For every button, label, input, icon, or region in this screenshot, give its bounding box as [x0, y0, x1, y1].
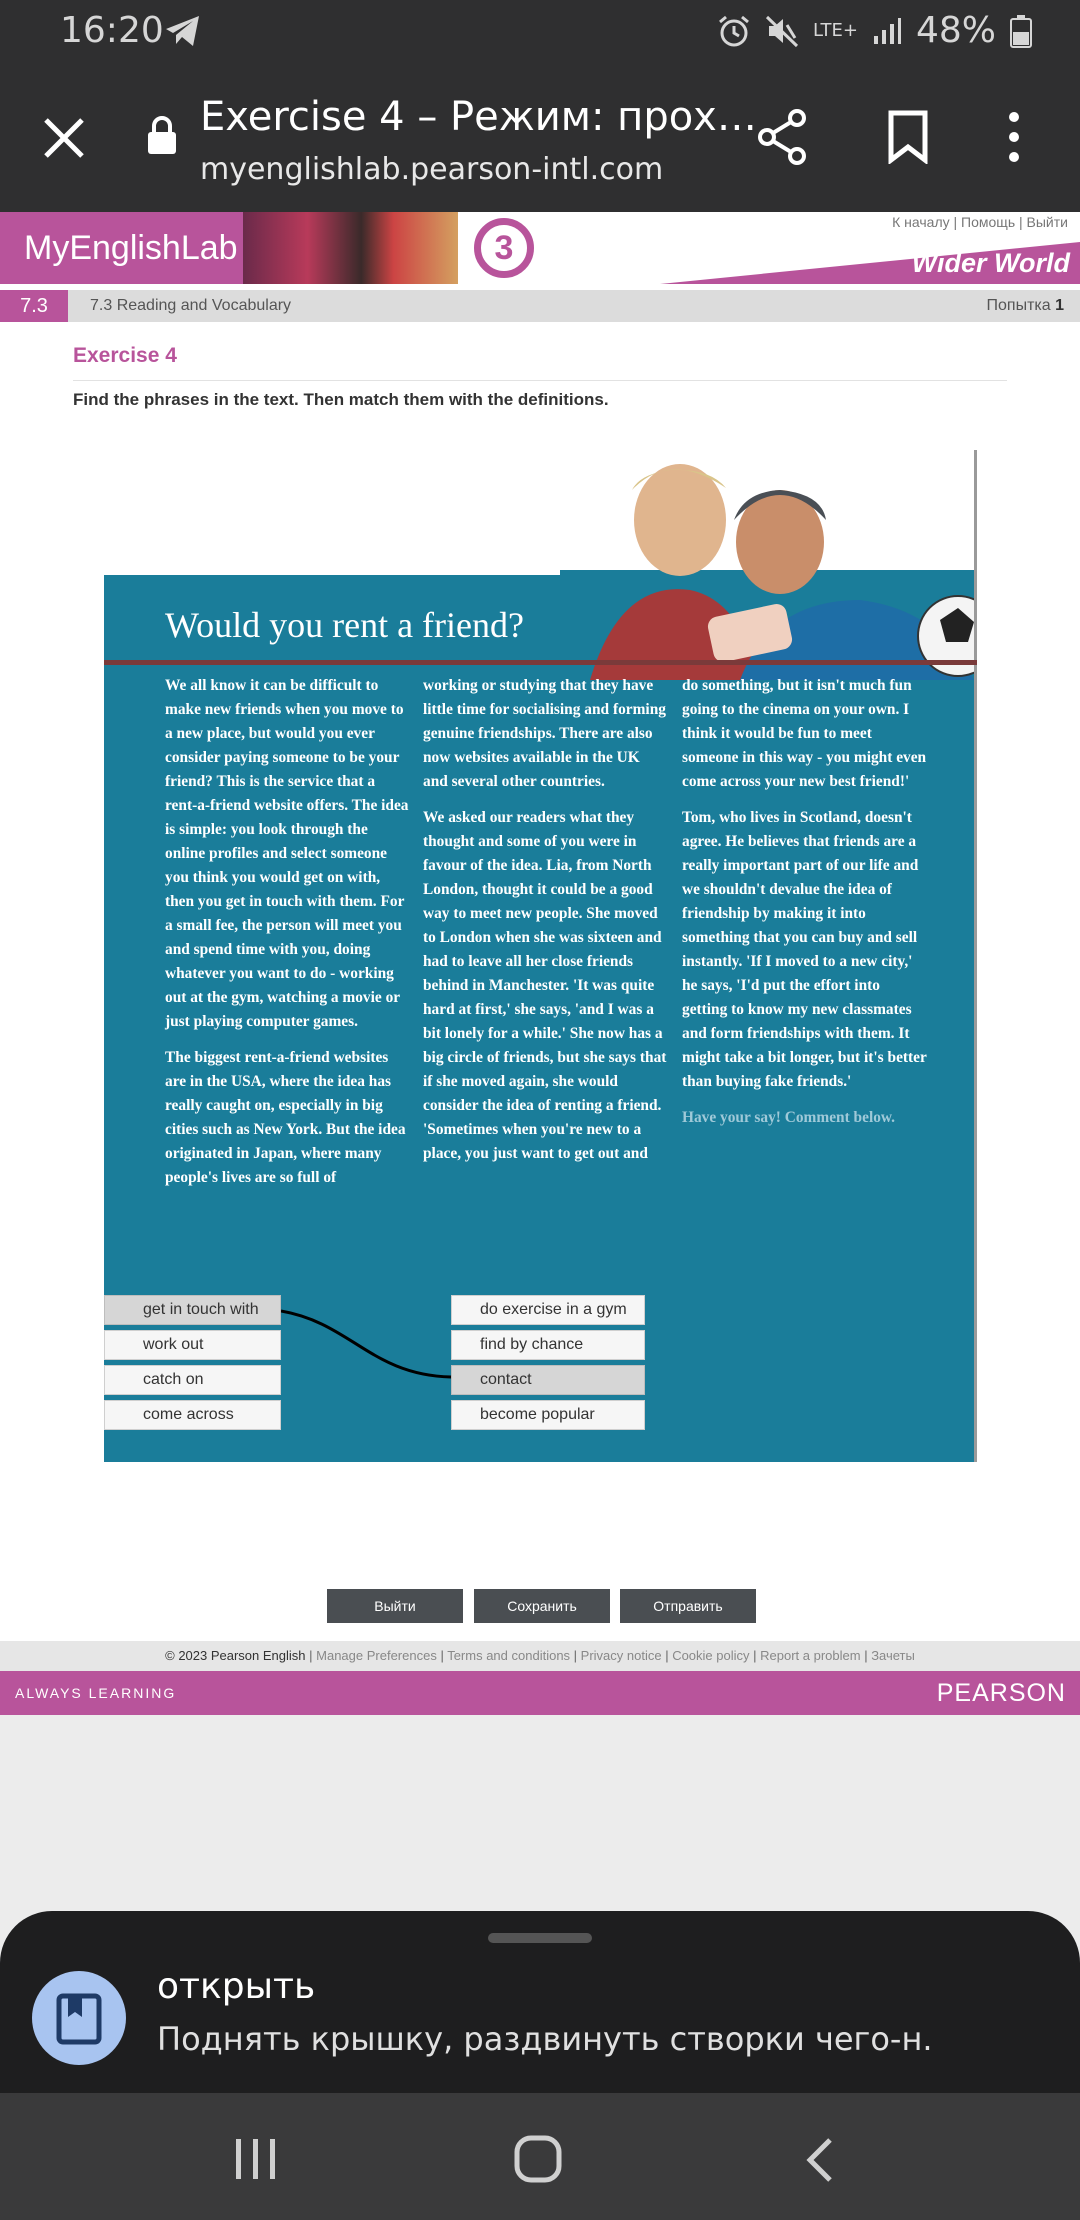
- pearson-logo: PEARSON: [936, 1679, 1066, 1707]
- definition-do-exercise[interactable]: do exercise in a gym: [451, 1295, 645, 1325]
- header-links[interactable]: К началу | Помощь | Выйти: [892, 214, 1068, 230]
- article-paragraph: Tom, who lives in Scotland, doesn't agree. He believes that friends are a really important part of our life and we shouldn't devalue the idea of friendship by making it into something that you can buy and sell instantly. 'If I moved to a new city,' he says, 'I'd put the effort into getting to know my new classmates and form friendships with them. It might take a bit longer, but it's better than buying fake friends.': [682, 809, 927, 1090]
- match-connector-line: [281, 1293, 453, 1383]
- definition-contact[interactable]: contact: [451, 1365, 645, 1395]
- footer-link[interactable]: Terms and conditions: [447, 1648, 571, 1663]
- mel-header: [0, 212, 1080, 284]
- exercise-title: Exercise 4: [73, 344, 177, 367]
- footer-link[interactable]: Privacy notice: [580, 1648, 662, 1663]
- divider: [73, 380, 1007, 381]
- level-badge: 3: [474, 218, 534, 278]
- scroll-edge: [974, 450, 977, 1462]
- signal-icon: [872, 16, 902, 46]
- url-bar[interactable]: myenglishlab.pearson-intl.com: [200, 152, 664, 187]
- teens-photo: [560, 450, 974, 680]
- home-icon[interactable]: [514, 2135, 562, 2183]
- save-button[interactable]: Сохранить: [474, 1589, 610, 1623]
- battery-icon: [1010, 14, 1032, 48]
- pearson-bar: [0, 1671, 1080, 1715]
- phrase-work-out[interactable]: work out: [104, 1330, 281, 1360]
- battery-percent: 48%: [915, 10, 996, 51]
- article-title: Would you rent a friend?: [165, 605, 524, 645]
- always-learning: ALWAYS LEARNING: [15, 1685, 177, 1701]
- more-menu-icon[interactable]: [1006, 110, 1022, 164]
- definition-become-popular[interactable]: become popular: [451, 1400, 645, 1430]
- dictionary-popup[interactable]: [0, 1911, 1080, 2093]
- web-page: [0, 212, 1080, 1712]
- footer-links: © 2023 Pearson English | Manage Preferences | Terms and conditions | Privacy notice | Cookie policy | Report a problem | Зачеты: [0, 1641, 1080, 1671]
- exit-button[interactable]: Выйти: [327, 1589, 463, 1623]
- attempt-label: Попытка: [986, 297, 1051, 314]
- page-title: Exercise 4 – Режим: прох…: [200, 94, 757, 140]
- copyright: © 2023 Pearson English: [165, 1648, 306, 1663]
- back-icon[interactable]: [804, 2137, 834, 2183]
- article-paragraph: working or studying that they have little time for socialising and forming genuine friendships. There are also now websites available in the UK and several other countries.: [423, 677, 666, 790]
- article-column-2: [423, 674, 668, 1178]
- unit-name: 7.3 Reading and Vocabulary: [90, 297, 292, 314]
- drag-handle[interactable]: [488, 1933, 592, 1943]
- android-nav-bar: [0, 2093, 1080, 2220]
- alarm-icon: [717, 14, 751, 48]
- phrase-come-across[interactable]: come across: [104, 1400, 281, 1430]
- browser-toolbar: [0, 66, 1080, 212]
- exercise-instruction: Find the phrases in the text. Then match them with the definitions.: [73, 390, 609, 409]
- lock-icon: [146, 116, 178, 156]
- lte-icon: LTE+: [812, 19, 858, 41]
- article-paragraph: We all know it can be difficult to make new friends when you move to a new place, but would you ever consider paying someone to be your friend? This is the service that a rent-a-friend website offers. The idea is simple: you look through the online profiles and select someone you think you would get on with, then you get in touch with them. For a small fee, the person will meet you and spend time with you, doing whatever you want to do - working out at the gym, watching a movie or just playing computer games.: [165, 677, 409, 1030]
- attempt-indicator: [987, 290, 1065, 322]
- phrase-get-in-touch-with[interactable]: get in touch with: [104, 1295, 281, 1325]
- mel-logo[interactable]: MyEnglishLab: [0, 212, 243, 284]
- dictionary-icon[interactable]: [32, 1971, 126, 2065]
- phrase-catch-on[interactable]: catch on: [104, 1365, 281, 1395]
- status-bar: [0, 0, 1080, 66]
- share-icon[interactable]: [755, 108, 809, 166]
- telegram-icon: [164, 14, 202, 48]
- dictionary-definition: Поднять крышку, раздвинуть створки чего-н.: [157, 2020, 933, 2058]
- series-logo: Wider World: [911, 248, 1070, 278]
- submit-button[interactable]: Отправить: [620, 1589, 756, 1623]
- mute-icon: [765, 14, 799, 48]
- dictionary-word: открыть: [157, 1966, 316, 2007]
- article-paragraph: The biggest rent-a-friend websites are in the USA, where the idea has really caught on, especially in big cities such as New York. But the idea originated in Japan, where many people's lives are so full of: [165, 1049, 406, 1186]
- article-divider: [104, 660, 977, 665]
- footer-link[interactable]: Зачеты: [871, 1648, 915, 1663]
- attempt-value: 1: [1055, 297, 1064, 314]
- footer-link[interactable]: Manage Preferences: [316, 1648, 437, 1663]
- status-time: 16:20: [60, 10, 164, 51]
- recent-apps-icon[interactable]: [234, 2137, 278, 2181]
- article-paragraph: We asked our readers what they thought and some of you were in favour of the idea. Lia, from North London, thought it could be a good way to meet new people. She moved to London when she was sixteen and had to leave all her close friends behind in Manchester. 'It was quite hard at first,' she says, 'and I was a bit lonely for a while.' She now has a big circle of friends, but she says that if she moved again, she would consider the idea of renting a friend. 'Sometimes when you're new to a place, you just want to get out and: [423, 809, 667, 1162]
- close-icon[interactable]: [40, 114, 88, 162]
- article-cta: Have your say! Comment below.: [682, 1109, 896, 1126]
- footer-link[interactable]: Report a problem: [760, 1648, 861, 1663]
- article-column-1: [165, 674, 410, 1202]
- bookmark-icon[interactable]: [886, 110, 930, 164]
- article-paragraph: do something, but it isn't much fun going to the cinema on your own. I think it would be fun to meet someone in this way - you might even come across your new best friend!': [682, 677, 927, 790]
- article-column-3: [682, 674, 927, 1142]
- unit-bar: [0, 290, 1080, 322]
- definition-find-by-chance[interactable]: find by chance: [451, 1330, 645, 1360]
- header-photo: [243, 212, 458, 284]
- footer-link[interactable]: Cookie policy: [672, 1648, 750, 1663]
- unit-number: 7.3: [0, 290, 68, 322]
